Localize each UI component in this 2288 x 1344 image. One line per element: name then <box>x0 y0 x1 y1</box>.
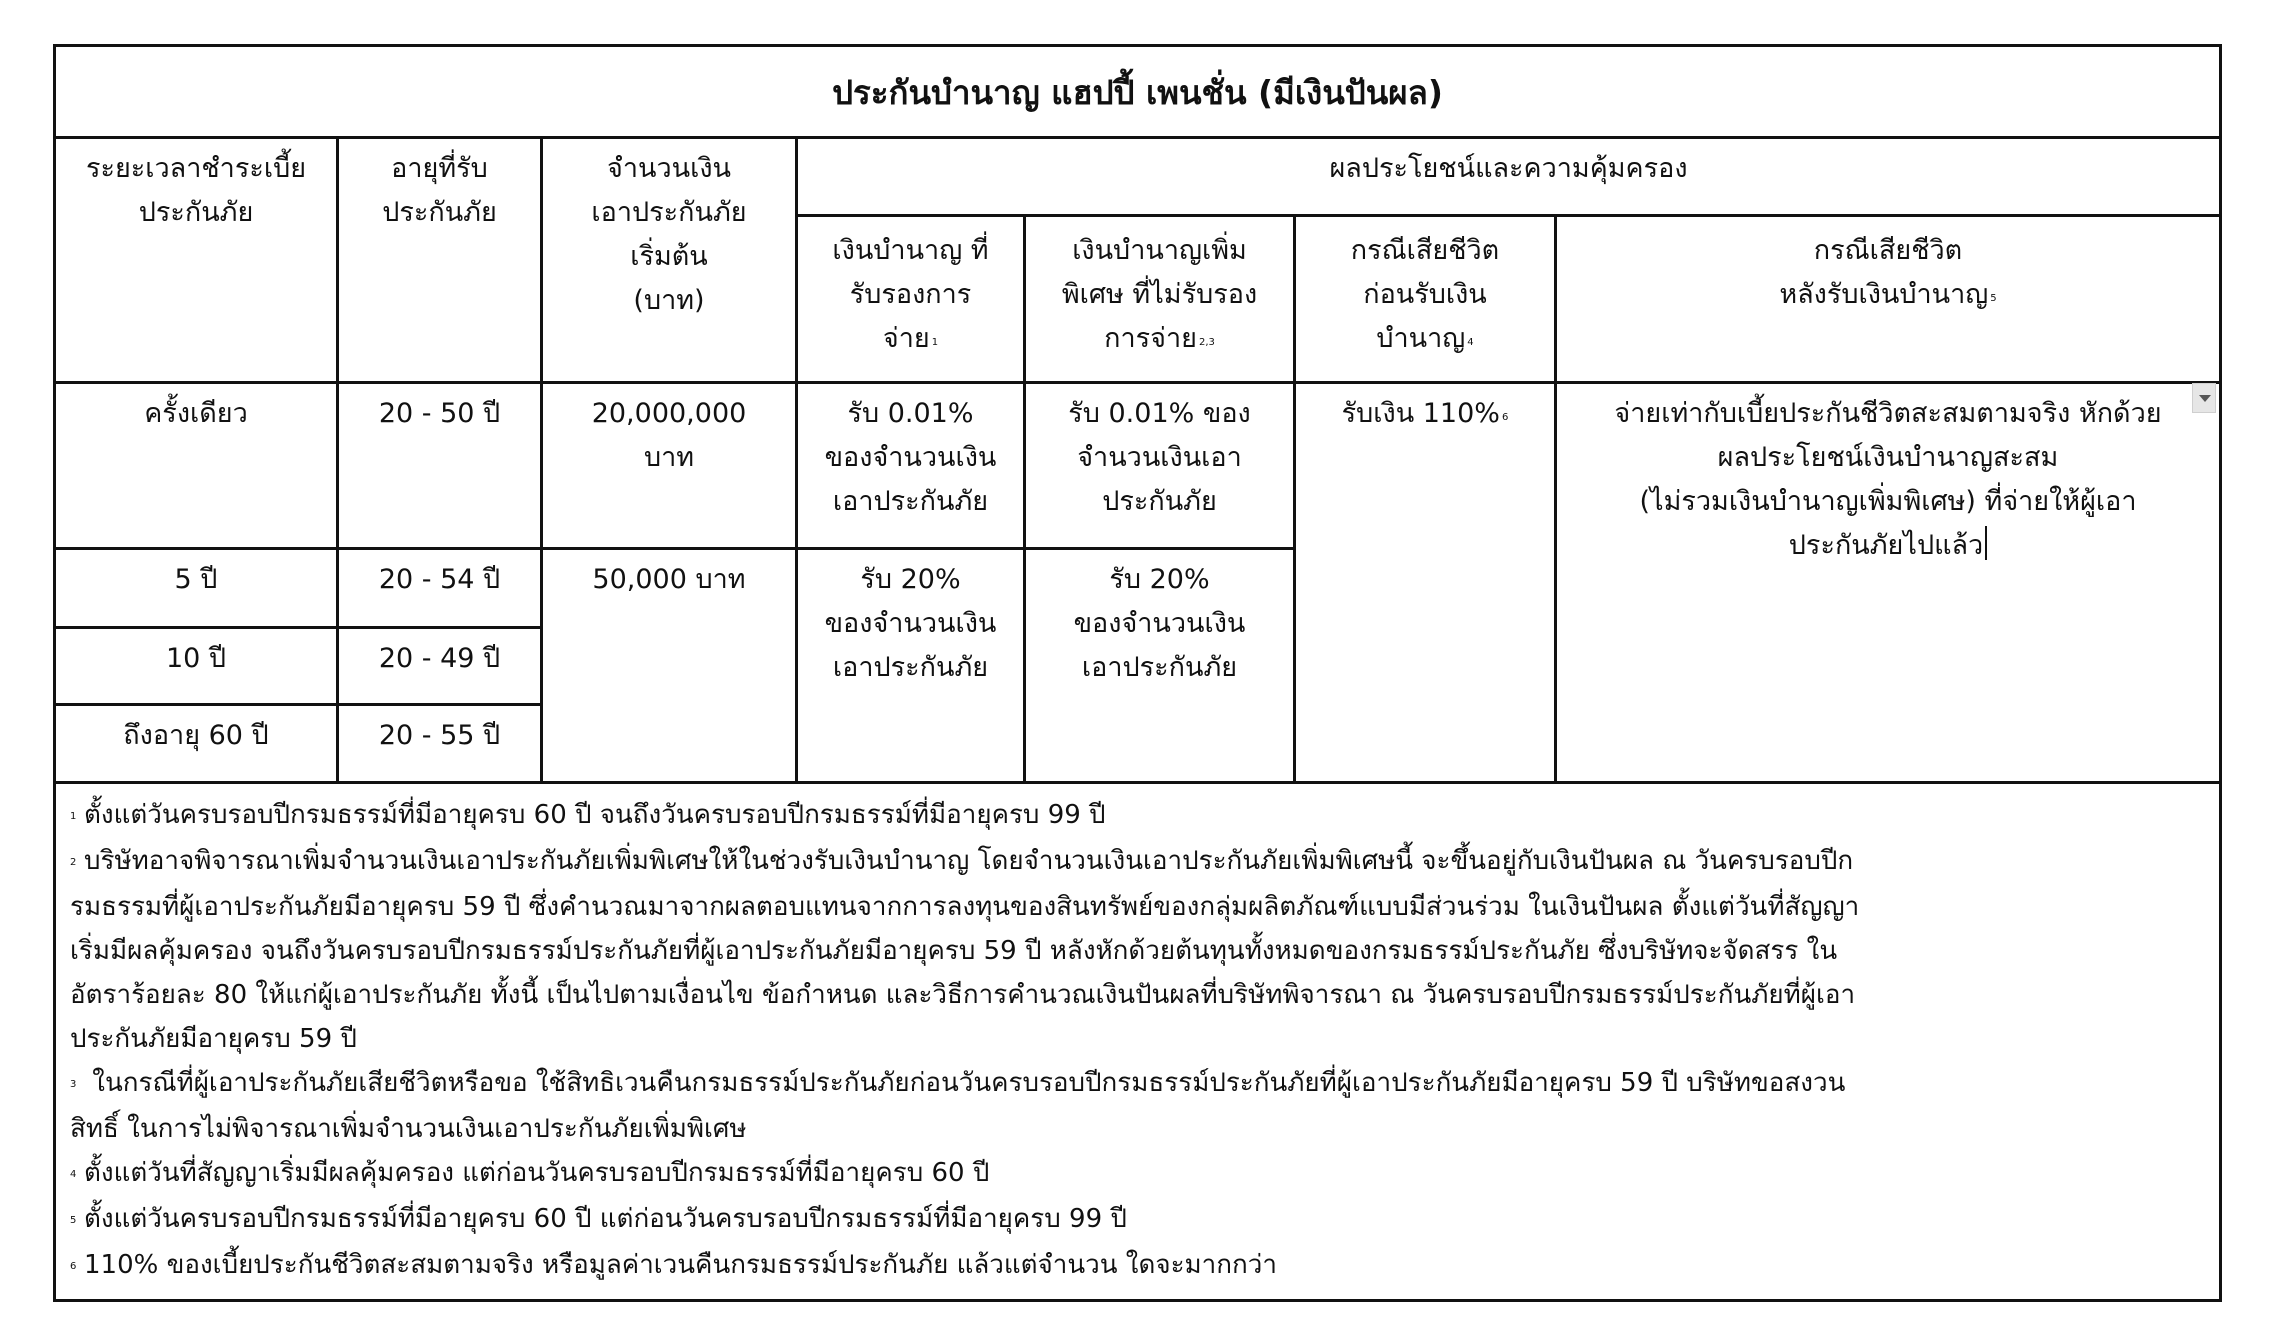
text-cursor <box>1985 526 1987 560</box>
footnote-ref: 1 <box>931 337 939 348</box>
divider <box>56 781 2219 784</box>
extra-annuity-regular: รับ 20% ของจำนวนเงิน เอาประกันภัย <box>1073 564 1246 683</box>
header-age: อายุที่รับ ประกันภัย <box>382 153 497 228</box>
footnote-1: 1 ตั้งแต่วันครบรอบปีกรมธรรม์ที่มีอายุครบ 60 ปี จนถึงวันครบรอบปีกรมธรรม์ที่มีอายุครบ 99 ปี <box>70 800 1106 830</box>
table-row-age: 20 - 50 ปี <box>378 398 501 429</box>
death-before-benefit: รับเงิน 110% $^6$ <box>1341 398 1509 429</box>
table-title: ประกันบำนาญ แฮปปี้ เพนชั่น (มีเงินปันผล) <box>832 73 1443 112</box>
header-payment-period: ระยะเวลาชำระเบี้ย ประกันภัย <box>85 153 307 228</box>
footnote-5: 5 ตั้งแต่วันครบรอบปีกรมธรรม์ที่มีอายุครบ 60 ปี แต่ก่อนวันครบรอบปีกรมธรรม์ที่มีอายุครบ 99 ปี <box>70 1204 1127 1234</box>
footnote-ref: 6 <box>1501 412 1509 423</box>
footnote-ref: 5 <box>1990 293 1997 304</box>
table-row-payment-period: 10 ปี <box>165 643 227 674</box>
footnote-ref: 2,3 <box>1198 337 1215 348</box>
table-row-payment-period: 5 ปี <box>174 564 218 595</box>
table-row-age: 20 - 54 ปี <box>378 564 501 595</box>
benefits-table <box>53 44 2222 1302</box>
table-row-age: 20 - 49 ปี <box>378 643 501 674</box>
footnote-2: 2 บริษัทอาจพิจารณาเพิ่มจำนวนเงินเอาประกันภัยเพิ่มพิเศษให้ในช่วงรับเงินบำนาญ โดยจำนวนเงินเอาประกันภัยเพิ่มพิเศษนี้ จะขึ้นอยู่กับเงินปันผล ณ วันครบรอบปีก <box>70 846 1854 876</box>
header-extra-annuity: เงินบำนาญเพิ่ม พิเศษ ที่ไม่รับรอง การจ่าย $^{2,3}$ <box>1061 235 1258 354</box>
footnote-ref: 4 <box>1467 337 1474 348</box>
cell-dropdown-icon[interactable] <box>2192 383 2216 413</box>
guaranteed-annuity-regular: รับ 20% ของจำนวนเงิน เอาประกันภัย <box>824 564 997 683</box>
guaranteed-annuity-single: รับ 0.01% ของจำนวนเงิน เอาประกันภัย <box>824 398 997 517</box>
extra-annuity-single: รับ 0.01% ของ จำนวนเงินเอา ประกันภัย <box>1068 398 1251 517</box>
footnote-6: 6 110% ของเบี้ยประกันชีวิตสะสมตามจริง หรือมูลค่าเวนคืนกรมธรรม์ประกันภัย แล้วแต่จำนวน ใดจะมากกว่า <box>70 1250 1277 1280</box>
header-death-before-annuity: กรณีเสียชีวิต ก่อนรับเงิน บำนาญ $^4$ <box>1350 235 1500 354</box>
footnote-4: 4 ตั้งแต่วันที่สัญญาเริ่มมีผลคุ้มครอง แต่ก่อนวันครบรอบปีกรมธรรม์ที่มีอายุครบ 60 ปี <box>70 1158 990 1188</box>
death-after-benefit[interactable]: จ่ายเท่ากับเบี้ยประกันชีวิตสะสมตามจริง หักด้วย ผลประโยชน์เงินบำนาญสะสม (ไม่รวมเงินบำนาญเพิ่มพิเศษ) ที่จ่ายให้ผู้เอา ประกันภัยไปแล้ว <box>1614 398 2162 561</box>
table-row-payment-period: ครั้งเดียว <box>144 398 248 429</box>
sum-assured-regular: 50,000 บาท <box>592 564 746 595</box>
header-death-after-annuity: กรณีเสียชีวิต หลังรับเงินบำนาญ $^5$ <box>1779 235 1997 310</box>
sum-assured-single: 20,000,000 บาท <box>591 398 747 473</box>
header-benefits-group: ผลประโยชน์และความคุ้มครอง <box>1329 153 1688 184</box>
header-guaranteed-annuity: เงินบำนาญ ที่ รับรองการ จ่าย $^1$ <box>832 235 989 354</box>
table-row-age: 20 - 55 ปี <box>378 720 501 751</box>
footnotes: 1 ตั้งแต่วันครบรอบปีกรมธรรม์ที่มีอายุครบ 60 ปี จนถึงวันครบรอบปีกรมธรรม์ที่มีอายุครบ 99 ปี 2 บริษัทอาจพิจารณาเพิ่มจำนวนเงินเอาประกันภัยเพิ่มพิเศษให้ในช่วงรับเงินบำนาญ โดยจำนวนเงินเอาประกันภัยเพิ่มพิเศษนี้ จะขึ้นอยู่กับเงินปันผล ณ วันครบรอบปีก รมธรรมที่ผู้เอาประกันภัยมีอายุครบ 59 ปี ซึ่งคำนวณมาจากผลตอบแทนจากการลงทุนของสินทรัพย์ของกลุ่มผลิตภัณฑ์แบบมีส่วนร่วม ในเงินปันผล ตั้งแต่วันที่สัญญา เริ่มมีผลคุ้มครอง จนถึงวันครบรอบปีกรมธรรม์ประกันภัยที่ผู้เอาประกันภัยมีอายุครบ 59 ปี หลังหักด้วยต้นทุนทั้งหมดของกรมธรรม์ประกันภัย ซึ่งบริษัทจะจัดสรร ใน อัตราร้อยละ 80 ให้แก่ผู้เอาประกันภัย ทั้งนี้ เป็นไปตามเงื่อนไข ข้อกำหนด และวิธีการคำนวณเงินปันผลที่บริษัทพิจารณา ณ วันครบรอบปีกรมธรรม์ประกันภัยที่ผู้เอา ประกันภัยมีอายุครบ 59 ปี 3 ในกรณีที่ผู้เอาประกันภัยเสียชีวิตหรือขอ ใช้สิทธิเวนคืนกรมธรรม์ประกันภัยก่อนวันครบรอบปีกรมธรรม์ประกันภัยที่ผู้เอาประกันภัยมีอายุครบ 59 ปี บริษัทขอสงวน สิทธิ์ ในการไม่พิจารณาเพิ่มจำนวนเงินเอาประกันภัยเพิ่มพิเศษ 4 ตั้งแต่วันที่สัญญาเริ่มมีผลคุ้มครอง แต่ก่อนวันครบรอบปีกรมธรรม์ที่มีอายุครบ 60 ปี 5 ตั้งแต่วันครบรอบปีกรมธรรม์ที่มีอายุครบ 60 ปี แต่ก่อนวันครบรอบปีกรมธรรม์ที่มีอายุครบ 99 ปี 6 110% ของเบี้ยประกันชีวิตสะสมตามจริง หรือมูลค่าเวนคืนกรมธรรม์ประกันภัย แล้วแต่จำนวน ใดจะมากกว่า <box>70 793 2205 1289</box>
footnote-3: 3 ในกรณีที่ผู้เอาประกันภัยเสียชีวิตหรือขอ ใช้สิทธิเวนคืนกรมธรรม์ประกันภัยก่อนวันครบรอบปีกรมธรรม์ประกันภัยที่ผู้เอาประกันภัยมีอายุครบ 59 ปี บริษัทขอสงวน <box>70 1068 1846 1098</box>
table-row-payment-period: ถึงอายุ 60 ปี <box>123 720 269 751</box>
header-sum-assured: จำนวนเงิน เอาประกันภัย เริ่มต้น (บาท) <box>591 153 747 316</box>
